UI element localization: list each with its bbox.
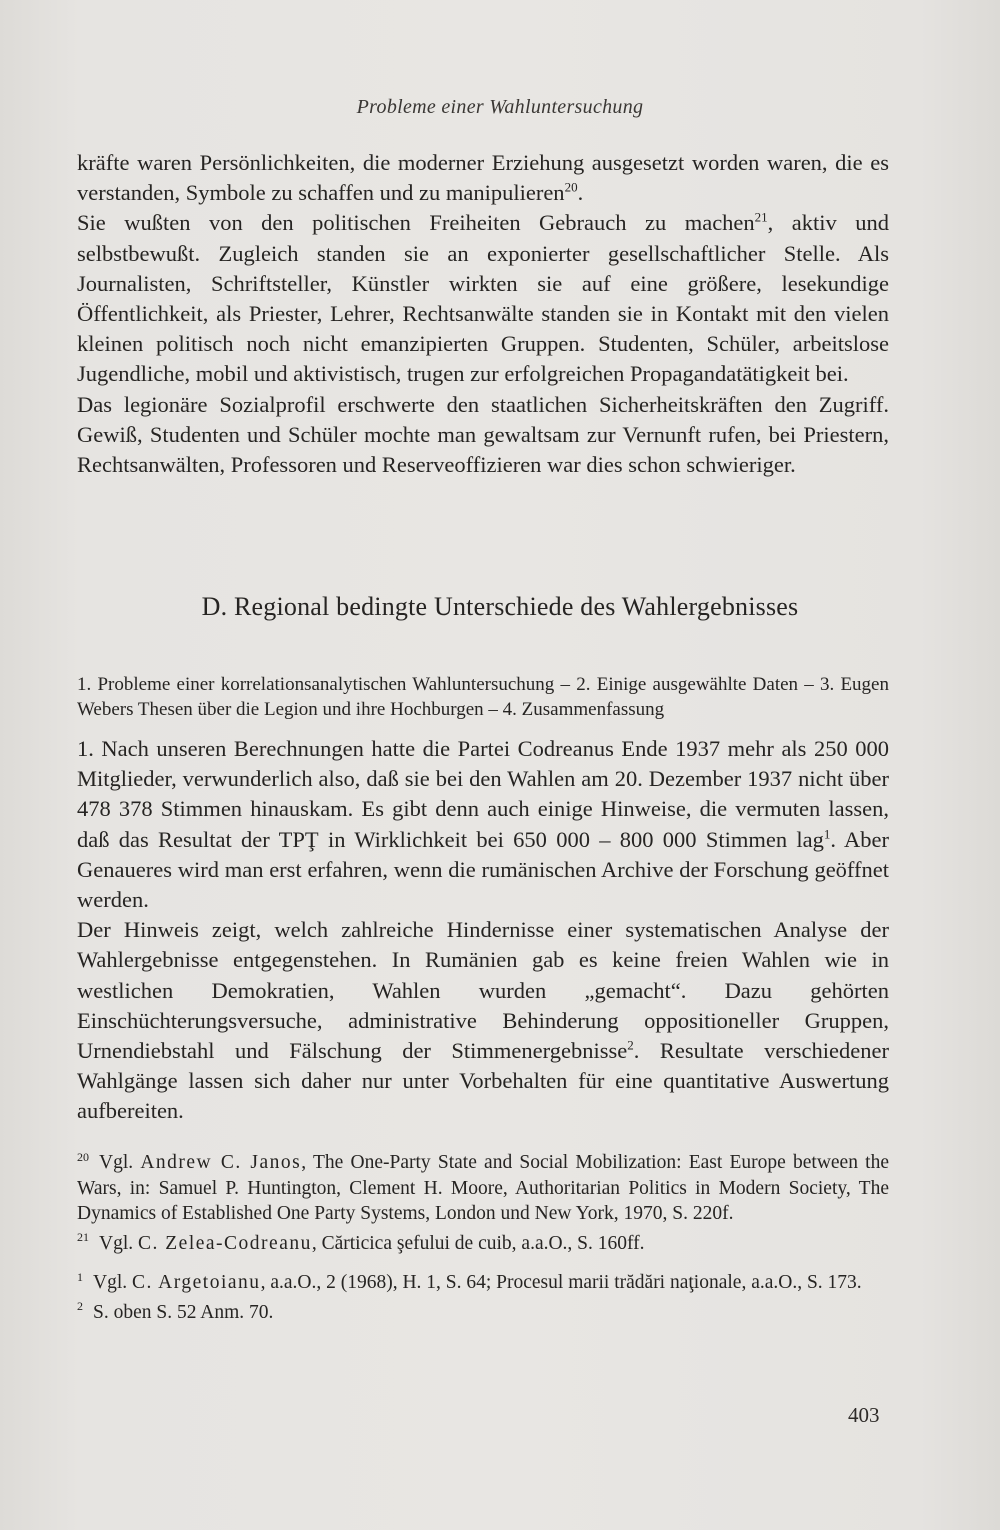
paragraph	[77, 734, 889, 915]
paragraph-text: . Resultate verschiedener Wahlgänge lassen sich daher nur unter Vorbehalten für eine quantitative Auswertung aufbereiten.	[77, 1038, 890, 1124]
footnote	[77, 1300, 889, 1326]
section-contents: 1. Probleme einer korrelationsanalytischen Wahluntersuchung – 2. Einige ausgewählte Daten – 3. Eugen Webers Thesen über die Legion und ihre Hochburgen – 4. Zusammenfassung	[77, 674, 889, 720]
paragraph-text: Sie wußten von den politischen Freiheiten Gebrauch zu machen	[77, 210, 755, 236]
footnote-number: 20	[77, 1149, 89, 1164]
paragraph	[77, 148, 889, 208]
footnote-author: Andrew C. Janos	[140, 1152, 302, 1173]
intro-text	[77, 148, 889, 480]
footnote-text: Vgl.	[93, 1272, 132, 1293]
paragraph: Das legionäre Sozialprofil erschwerte den staatlichen Sicherheitskräften den Zugriff. Gewiß, Studenten und Schüler mochte man gewaltsam zur Vernunft rufen, bei Priestern, Rechtsanwälten, Professoren und Reserveoffizieren war dies schon schwieriger.	[77, 391, 889, 478]
footnote-number: 2	[77, 1299, 83, 1313]
footnote-text: Vgl.	[99, 1232, 138, 1254]
footnote-author: C. Zelea-Codreanu	[138, 1232, 312, 1254]
footnote	[77, 1150, 889, 1227]
paragraph-text: 1. Nach unseren Berechnungen hatte die Partei Codreanus Ende 1937 mehr als 250 000 Mitglieder, verwunderlich also, daß sie bei den Wahlen am 20. Dezember 1937 nicht über 478 378 Stimmen hinauskam. Es gibt denn auch einige Hinweise, die vermuten lassen, daß das Resultat der TPŢ in Wirklichkeit bei 650 000 – 800 000 Stimmen lag	[77, 736, 889, 852]
footnote-author: C. Argetoianu	[132, 1272, 261, 1293]
footnote-ref: 1	[823, 826, 831, 842]
paragraph-text: , aktiv und selbstbewußt. Zugleich standen sie an exponierter gesellschaftlicher Stelle. Als Journalisten, Schriftsteller, Künstler wirkten sie auf eine größere, lesekundige Öffentlichkeit, als Priester, Lehrer, Rechtsanwälte standen sie in Kontakt mit den vielen kleinen politisch noch nicht emanzipierten Gruppen. Studenten, Schüler, arbeitslose Jugendliche, mobil und aktivistisch, trugen zur erfolgreichen Propagandatätigkeit bei.	[77, 210, 889, 387]
paragraph-text: kräfte waren Persönlichkeiten, die moderner Erziehung ausgesetzt worden waren, die es verstanden, Symbole zu schaffen und zu manipulieren	[77, 150, 889, 206]
main-text	[77, 734, 889, 1127]
footnotes	[77, 1150, 889, 1329]
paragraph-text: .	[577, 180, 584, 206]
footnote-ref: 2	[627, 1037, 634, 1053]
footnote-ref: 20	[564, 179, 578, 195]
footnote-number: 21	[77, 1230, 89, 1244]
footnote-text: Vgl.	[99, 1152, 141, 1173]
page-number: 403	[848, 1403, 880, 1427]
running-head: Probleme einer Wahluntersuchung	[356, 96, 644, 118]
paragraph-text: . Aber Genaueres wird man erst erfahren, wenn die rumänischen Archive der Forschung geöffnet werden.	[77, 826, 889, 913]
footnote-ref: 21	[754, 209, 768, 225]
paragraph-text: Der Hinweis zeigt, welch zahlreiche Hindernisse einer systematischen Analyse der Wahlergebnisse entgegenstehen. In Rumänien gab es keine freien Wahlen wie in westlichen Demokratien, Wahlen wurden „gemacht“. Dazu gehörten Einschüchterungsversuche, administrative Behinderung oppositioneller Gruppen, Urnendiebstahl und Fälschung der Stimmenergebnisse	[77, 917, 889, 1064]
footnote-number: 1	[77, 1269, 83, 1284]
paragraph	[77, 208, 889, 389]
section-heading: D. Regional bedingte Unterschiede des Wahlergebnisses	[201, 592, 799, 621]
footnote-text: , a.a.O., 2 (1968), H. 1, S. 64; Procesul marii trădări naţionale, a.a.O., S. 173.	[260, 1272, 862, 1293]
footnote-text: , Cărticica şefului de cuib, a.a.O., S. 160ff.	[311, 1232, 645, 1254]
footnote-text: S. oben S. 52 Anm. 70.	[93, 1301, 274, 1323]
footnote-text: , The One-Party State and Social Mobilization: East Europe between the Wars, in: Samuel P. Huntington, Clement H. Moore, Authoritarian Politics in Modern Society, The Dynamics of Established One Party Systems, London und New York, 1970, S. 220f.	[77, 1152, 889, 1224]
paragraph	[77, 915, 889, 1126]
footnote	[77, 1270, 889, 1296]
footnote	[77, 1231, 889, 1257]
